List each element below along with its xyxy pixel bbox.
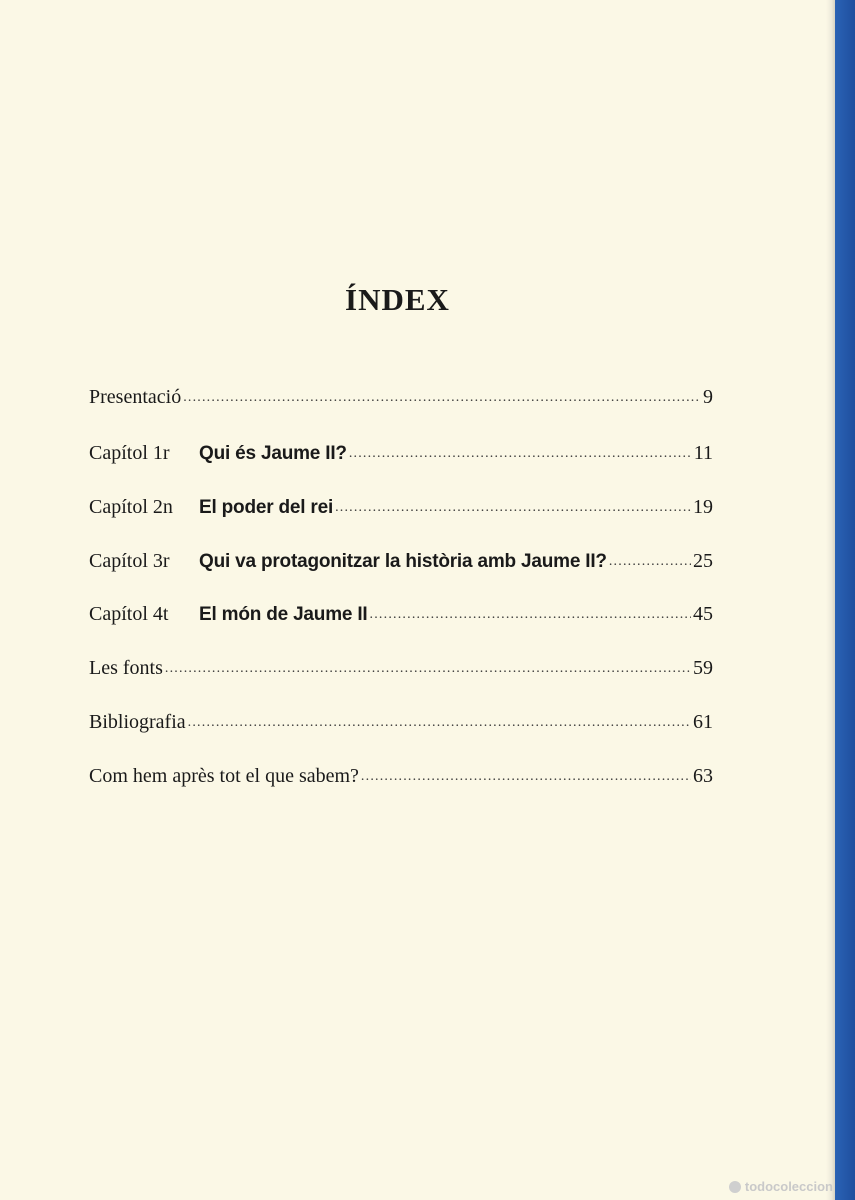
- dot-leader: [183, 390, 701, 406]
- watermark: [729, 1179, 833, 1194]
- chapter-title: El poder del rei: [199, 497, 334, 518]
- toc-entry-label: Presentació: [89, 386, 182, 408]
- chapter-title: El món de Jaume II: [199, 604, 368, 625]
- toc-entry-les-fonts: [89, 657, 713, 689]
- toc-page-number: 61: [693, 711, 713, 733]
- dot-leader: [165, 661, 691, 677]
- chapter-number: Capítol 2n: [89, 496, 173, 518]
- chapter-title: Qui va protagonitzar la història amb Jaume II?: [199, 551, 607, 572]
- toc-entry-presentacio: [89, 386, 713, 418]
- watermark-text: todocoleccion: [744, 1179, 833, 1194]
- index-title: ÍNDEX: [345, 282, 450, 317]
- dot-leader: [349, 446, 692, 462]
- toc-page-number: 19: [693, 496, 713, 518]
- toc-entry-chapter-3: [89, 550, 713, 582]
- toc-entry-chapter-4: [89, 603, 713, 635]
- chapter-number: Capítol 3r: [89, 550, 170, 572]
- dot-leader: [335, 500, 691, 516]
- toc-entry-label: Bibliografia: [89, 711, 186, 733]
- toc-entry-label: Les fonts: [89, 657, 163, 679]
- dot-leader: [361, 769, 691, 785]
- toc-entry-bibliografia: [89, 711, 713, 743]
- dot-leader: [188, 715, 691, 731]
- dot-leader: [370, 607, 691, 623]
- watermark-logo-icon: [729, 1181, 741, 1193]
- toc-page-number: 11: [693, 442, 713, 464]
- toc-page-number: 9: [703, 386, 713, 408]
- chapter-number: Capítol 4t: [89, 603, 169, 625]
- toc-entry-label: Com hem après tot el que sabem?: [89, 765, 359, 787]
- toc-entry-com-hem-apres: [89, 765, 713, 797]
- toc-page-number: 59: [693, 657, 713, 679]
- toc-page-number: 63: [693, 765, 713, 787]
- toc-page-number: 45: [693, 603, 713, 625]
- book-cover-edge: [835, 0, 855, 1200]
- toc-entry-chapter-2: [89, 496, 713, 528]
- chapter-title: Qui és Jaume II?: [199, 443, 347, 464]
- toc-page-number: 25: [693, 550, 713, 572]
- page-edge: [826, 0, 835, 1200]
- toc-entry-chapter-1: [89, 442, 713, 474]
- chapter-number: Capítol 1r: [89, 442, 170, 464]
- dot-leader: [609, 554, 691, 570]
